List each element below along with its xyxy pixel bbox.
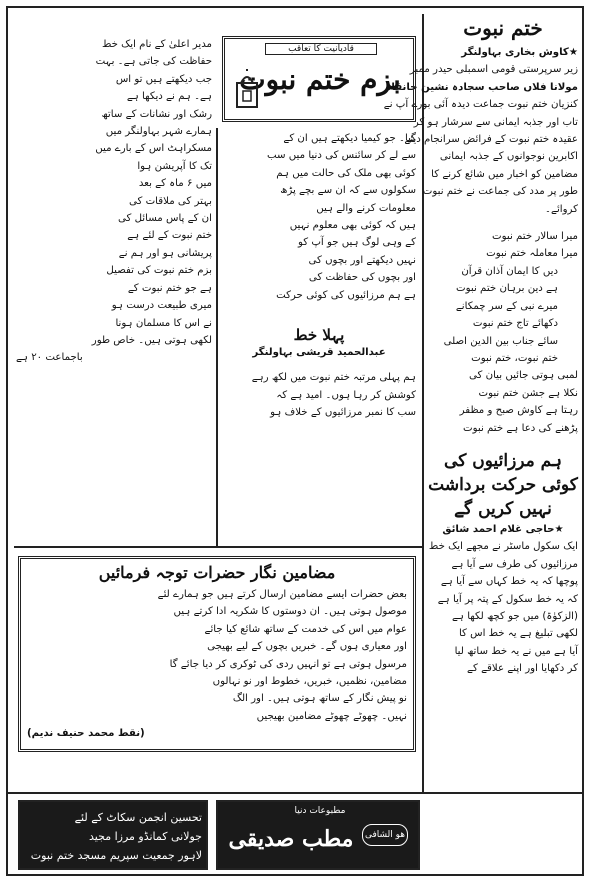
poem-line: ختم نبوت، ختم نبوت [471,352,558,364]
notice-line: نہیں۔ چھوٹے چھوٹے مضامین بھیجیں [256,710,407,722]
article-line: مضامین کو اخبار میں شائع کرنے کا [431,168,578,180]
article-line: کروائے۔ [545,203,578,215]
article-line: کے وہی لوگ ہیں جو آپ کو [297,237,416,249]
advert-line: لاہور جمعیت سپریم مسجد ختم نبوت [30,849,202,862]
article-line: اور بچوں کی حفاظت کی [308,272,416,284]
article-line: مسکراہٹ اس کے بارے میں [95,143,212,155]
section-divider [8,792,582,794]
article-line: لکھی تبلیغ ہے یہ خط اس کا [458,628,578,640]
article-line: عقیدہ ختم نبوت کے فرائض سرانجام دیئے [404,134,578,146]
notice-line: عوام میں اس کی خدمت کے ساتھ شائع کیا جائے [204,623,407,635]
article-line: لکھی ہوتی ہیں۔ خاص طور [91,334,212,346]
article-line: جب دیکھتے ہیں تو اس [115,73,212,85]
article-line: میری طبیعت درست ہو [111,300,212,312]
article-line: ہے جو ختم نبوت کے [127,282,212,294]
article-line: آیا ہے میں نے یہ خط ساتھ لیا [454,645,578,657]
article-line: ختم نبوت کے لئے ہے [127,230,212,242]
advert-line: تحسین انجمن سکاٹ کے لئے [74,811,202,824]
advert-emblem: ھو الشافی [362,824,408,846]
right-column [383,16,578,678]
advert-top: مطبوعات دنیا [294,806,346,816]
poem-line: رہتا ہے کاوش صبح و مظفر [459,405,578,417]
article-line: میں ۶ ماہ کے بعد [138,178,212,190]
article-line: باجماعت ۲۰ ہے [16,352,83,364]
article-line: کوشش کر رہا ہوں۔ امید ہے کہ [276,389,416,401]
article-line: نے اس کا مسلمان ہونا [115,317,212,329]
notice-signature: (نقط محمد حنیف ندیم) [27,728,145,740]
advert-name: مطب صدیقی [228,826,354,852]
advert-right [216,800,420,870]
poem-line: دیں کا ایمان آذان قرآن [461,265,558,277]
article-line: (الزکوٰۃ) میں جو کچھ لکھا ہے [452,610,578,622]
notice-line: مضامین، نظمیں، خبریں، خطوط اور نو نہالوں [212,676,407,688]
poem-line: دکھائے تاج ختم نبوت [472,318,558,330]
poem-line: ہے دین برہان ختم نبوت [456,283,558,295]
poem-line: نکلا ہے جشن ختم نبوت [478,387,578,399]
article-line: ہمارے شہر بہاولنگر میں [105,126,212,138]
minaret-icon [233,69,261,109]
notice-line: مرسول ہوتی ہے تو انہیں ردی کی ٹوکری کر دیا جائے گا [169,658,407,670]
article-line: سب کا نمبر مرزائیوں کے خلاف ہو [270,407,416,419]
masthead [222,36,416,122]
article-line: ایک سکول ماسٹر نے مجھے ایک خط [428,541,578,553]
poem-line: میرا معاملہ ختم نبوت [486,248,578,260]
article-line: ہم پہلی مرتبہ ختم نبوت میں لکھ رہے [251,372,416,384]
poem-line: میرے نبی کے سر چمکانے [455,300,558,312]
article-line: پوچھا کہ یہ خط کہاں سے آیا ہے [440,576,578,588]
advert-left-content [26,808,202,865]
masthead-title: بزم ختم نبوت [239,63,401,96]
article-line: پریشانی ہو اور ہم نے [118,247,212,259]
letter-heading: پہلا خط [293,326,345,345]
notice-box [18,556,416,752]
article-line: بہتر کی ملاقات کی [129,195,212,207]
article-line: معلومات کرنے والے ہیں [316,202,416,214]
article-line: مولانا فلاں صاحب سجادہ نشین خانقاہ [385,81,578,93]
article-byline: ★حاجی غلام احمد شائق [442,523,564,535]
article-line: مدیر اعلیٰ کے نام ایک خط [101,39,212,50]
notice-line: نو پیش نگار کے ساتھ ہوتی ہیں۔ اور الگ [232,693,407,705]
article-line: حفاظت کی جاتی ہے۔ بہت [95,56,212,68]
article-line: مرزائیوں کی طرف سے آیا ہے [451,558,578,570]
article-title: ختم نبوت [463,16,543,40]
article-line: اکابرین نوجوانوں کے جذبہ ایمانی [439,151,578,163]
article-line: ہے۔ ہم نے دیکھا ہے [126,91,212,103]
article-line: گیا۔ جو کیمیا دیکھتے ہیں ان کے [283,133,416,144]
notice-content [27,563,407,743]
article-line: کہ یہ خط سکول کے پتہ پر آیا ہے [437,593,578,605]
section-divider [14,546,422,548]
article-line: بزم ختم نبوت کی تفصیل [106,265,212,277]
column-divider [216,128,218,546]
article-line: زیر سرپرستی قومی اسمبلی حیدر ممبر [409,64,578,76]
poem-line: لمبی ہوتی جائیں بیان کی [469,370,578,382]
article-line: سے لے کر سائنس کی دنیا میں سب [267,150,416,162]
notice-line: اور معیاری ہوں گے۔ خبریں بچوں کے لیے بھیجی [207,641,407,653]
article-line: تک کا آپریشن ہوا [137,160,212,172]
article-line: کوئی بھی ملک کی حالت میں ہم [276,167,416,179]
article-line: کنزیان ختم نبوت جماعت دیدہ آئی بورے آپ نے [383,99,578,111]
notice-line: بعض حضرات ایسے مضامین ارسال کرتے ہیں جو ہمارے لئے [157,589,407,600]
article-line: تاب اور جذبہ ایمانی سے سرشار ہو کر [413,116,578,128]
newspaper-page [6,6,584,876]
article-line: سکولوں سے کہ ان سے بچے پڑھ [280,185,416,197]
poem-line: میرا سالار ختم نبوت [492,231,578,243]
article-line: طور پر مدد کی جماعت نے ختم نبوت [422,186,578,198]
article-byline: ★کاوش بخاری بہاولنگر [461,47,578,58]
left-column [16,36,212,367]
advert-line: جولانی کمانڈو مرزا مجید [89,830,202,843]
poem-line: پڑھنے کی دعا ہے ختم نبوت [463,422,578,434]
article-line: ہے ہم مرزائیوں کی کوئی حرکت [276,289,416,301]
notice-line: موصول ہوتی ہیں۔ ان دوستوں کا شکریہ ادا کرتے ہیں [173,606,407,618]
notice-title: مضامین نگار حضرات توجہ فرمائیں [98,563,336,582]
letter-byline: عبدالحمید قریشی بہاولنگر [252,347,386,359]
article-headline: ہم مرزائیوں کی کوئی حرکت برداشت نہیں کریں گے [428,450,578,519]
poem-line: سائے جناب بین الدین اصلی [443,335,558,347]
article-line: ان کے پاس مسائل کی [117,213,212,225]
advert-left [18,800,208,870]
article-line: کر دکھایا اور اپنے علاقے کے [467,663,578,675]
article-line: رشک اور نشانات کے ساتھ [101,108,212,120]
article-line: ہیں کہ کوئی بھی معلوم نہیں [289,220,416,232]
masthead-banner: قادیانیت کا تعاقب [265,43,377,55]
article-line: نہیں دیکھتے اور بچوں کی [308,254,416,266]
middle-column [222,130,416,422]
